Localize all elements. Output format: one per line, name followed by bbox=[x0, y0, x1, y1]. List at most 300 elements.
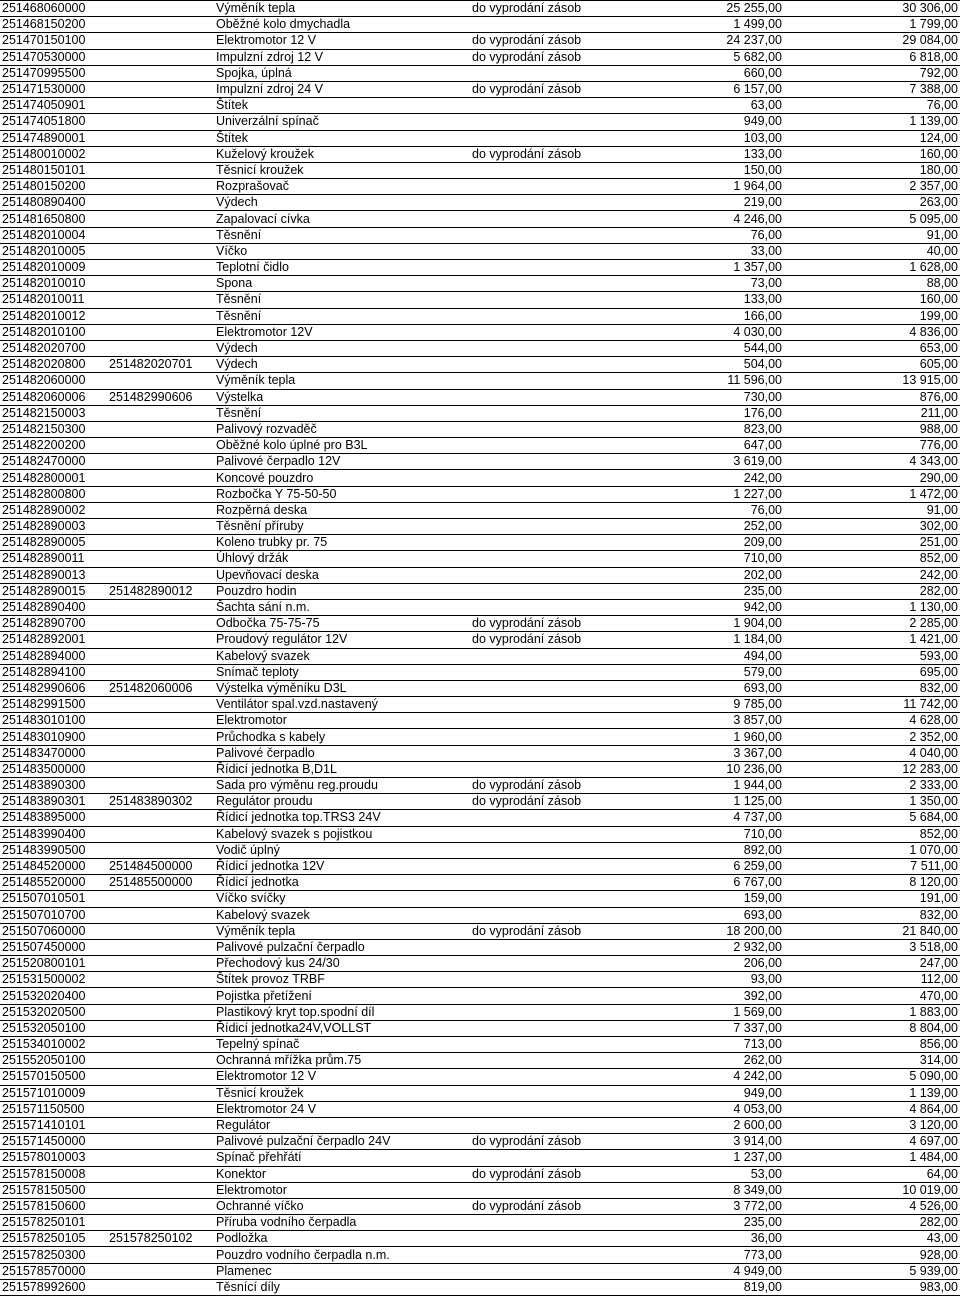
availability-note-cell: do vyprodání zásob bbox=[470, 632, 632, 648]
part-name-cell: Kabelový svazek bbox=[214, 907, 470, 923]
part-name-cell: Pojistka přetížení bbox=[214, 988, 470, 1004]
part-number-cell: 251482010100 bbox=[0, 324, 107, 340]
part-number-cell: 251474051800 bbox=[0, 114, 107, 130]
replacement-number-cell bbox=[107, 616, 214, 632]
part-number-cell: 251483990400 bbox=[0, 826, 107, 842]
part-number-cell: 251482010005 bbox=[0, 243, 107, 259]
price-incl-vat-cell: 282,00 bbox=[784, 1215, 960, 1231]
price-incl-vat-cell: 4 343,00 bbox=[784, 454, 960, 470]
table-row bbox=[0, 1215, 960, 1231]
replacement-number-cell bbox=[107, 891, 214, 907]
replacement-number-cell bbox=[107, 1182, 214, 1198]
part-number-cell: 251482894000 bbox=[0, 648, 107, 664]
part-number-cell: 251482890700 bbox=[0, 616, 107, 632]
part-number-cell: 251482470000 bbox=[0, 454, 107, 470]
table-row bbox=[0, 1150, 960, 1166]
availability-note-cell bbox=[470, 1004, 632, 1020]
part-name-cell: Palivové čerpadlo bbox=[214, 745, 470, 761]
price-incl-vat-cell: 852,00 bbox=[784, 551, 960, 567]
availability-note-cell: do vyprodání zásob bbox=[470, 616, 632, 632]
price-incl-vat-cell: 251,00 bbox=[784, 535, 960, 551]
replacement-number-cell bbox=[107, 842, 214, 858]
part-number-cell: 251468150200 bbox=[0, 17, 107, 33]
availability-note-cell bbox=[470, 1247, 632, 1263]
table-row bbox=[0, 162, 960, 178]
part-number-cell: 251482200200 bbox=[0, 438, 107, 454]
part-number-cell: 251482800001 bbox=[0, 470, 107, 486]
price-excl-vat-cell: 24 237,00 bbox=[632, 33, 784, 49]
availability-note-cell bbox=[470, 891, 632, 907]
price-incl-vat-cell: 112,00 bbox=[784, 972, 960, 988]
availability-note-cell: do vyprodání zásob bbox=[470, 778, 632, 794]
table-row bbox=[0, 98, 960, 114]
price-incl-vat-cell: 2 352,00 bbox=[784, 729, 960, 745]
parts-table-body bbox=[0, 1, 960, 1296]
part-number-cell: 251534010002 bbox=[0, 1037, 107, 1053]
part-name-cell: Výměník tepla bbox=[214, 923, 470, 939]
replacement-number-cell bbox=[107, 17, 214, 33]
part-number-cell: 251532020500 bbox=[0, 1004, 107, 1020]
part-number-cell: 251578150600 bbox=[0, 1198, 107, 1214]
replacement-number-cell: 251482060006 bbox=[107, 680, 214, 696]
table-row bbox=[0, 583, 960, 599]
price-excl-vat-cell: 93,00 bbox=[632, 972, 784, 988]
part-number-cell: 251507450000 bbox=[0, 939, 107, 955]
table-row bbox=[0, 243, 960, 259]
price-excl-vat-cell: 8 349,00 bbox=[632, 1182, 784, 1198]
price-incl-vat-cell: 5 095,00 bbox=[784, 211, 960, 227]
replacement-number-cell bbox=[107, 599, 214, 615]
part-number-cell: 251474890001 bbox=[0, 130, 107, 146]
price-excl-vat-cell: 235,00 bbox=[632, 1215, 784, 1231]
price-incl-vat-cell: 8 120,00 bbox=[784, 875, 960, 891]
price-incl-vat-cell: 88,00 bbox=[784, 276, 960, 292]
part-number-cell: 251482150300 bbox=[0, 421, 107, 437]
part-number-cell: 251578250101 bbox=[0, 1215, 107, 1231]
part-number-cell: 251571410101 bbox=[0, 1117, 107, 1133]
availability-note-cell bbox=[470, 357, 632, 373]
table-row bbox=[0, 664, 960, 680]
price-excl-vat-cell: 713,00 bbox=[632, 1037, 784, 1053]
part-number-cell: 251483470000 bbox=[0, 745, 107, 761]
price-excl-vat-cell: 1 569,00 bbox=[632, 1004, 784, 1020]
part-number-cell: 251483010900 bbox=[0, 729, 107, 745]
table-row bbox=[0, 697, 960, 713]
part-name-cell: Zapalovací cívka bbox=[214, 211, 470, 227]
price-excl-vat-cell: 76,00 bbox=[632, 227, 784, 243]
replacement-number-cell bbox=[107, 179, 214, 195]
table-row bbox=[0, 1134, 960, 1150]
replacement-number-cell bbox=[107, 810, 214, 826]
price-incl-vat-cell: 1 421,00 bbox=[784, 632, 960, 648]
part-name-cell: Průchodka s kabely bbox=[214, 729, 470, 745]
part-number-cell: 251578992600 bbox=[0, 1279, 107, 1295]
price-incl-vat-cell: 1 883,00 bbox=[784, 1004, 960, 1020]
replacement-number-cell bbox=[107, 292, 214, 308]
part-name-cell: Štítek bbox=[214, 98, 470, 114]
part-name-cell: Plamenec bbox=[214, 1263, 470, 1279]
part-name-cell: Spona bbox=[214, 276, 470, 292]
part-number-cell: 251480150200 bbox=[0, 179, 107, 195]
price-incl-vat-cell: 776,00 bbox=[784, 438, 960, 454]
table-row bbox=[0, 988, 960, 1004]
replacement-number-cell bbox=[107, 729, 214, 745]
availability-note-cell bbox=[470, 502, 632, 518]
price-excl-vat-cell: 242,00 bbox=[632, 470, 784, 486]
table-row bbox=[0, 454, 960, 470]
table-row bbox=[0, 1020, 960, 1036]
availability-note-cell bbox=[470, 405, 632, 421]
price-excl-vat-cell: 710,00 bbox=[632, 826, 784, 842]
part-name-cell: Výdech bbox=[214, 340, 470, 356]
price-incl-vat-cell: 3 518,00 bbox=[784, 939, 960, 955]
price-excl-vat-cell: 159,00 bbox=[632, 891, 784, 907]
table-row bbox=[0, 551, 960, 567]
price-excl-vat-cell: 823,00 bbox=[632, 421, 784, 437]
price-incl-vat-cell: 91,00 bbox=[784, 227, 960, 243]
part-number-cell: 251483895000 bbox=[0, 810, 107, 826]
table-row bbox=[0, 373, 960, 389]
part-number-cell: 251578570000 bbox=[0, 1263, 107, 1279]
replacement-number-cell bbox=[107, 907, 214, 923]
price-incl-vat-cell: 2 357,00 bbox=[784, 179, 960, 195]
price-incl-vat-cell: 2 333,00 bbox=[784, 778, 960, 794]
availability-note-cell bbox=[470, 599, 632, 615]
availability-note-cell bbox=[470, 243, 632, 259]
part-number-cell: 251482990606 bbox=[0, 680, 107, 696]
replacement-number-cell bbox=[107, 260, 214, 276]
replacement-number-cell bbox=[107, 1198, 214, 1214]
replacement-number-cell bbox=[107, 1101, 214, 1117]
part-name-cell: Pouzdro vodního čerpadla n.m. bbox=[214, 1247, 470, 1263]
price-incl-vat-cell: 3 120,00 bbox=[784, 1117, 960, 1133]
table-row bbox=[0, 130, 960, 146]
replacement-number-cell bbox=[107, 308, 214, 324]
price-excl-vat-cell: 494,00 bbox=[632, 648, 784, 664]
price-incl-vat-cell: 832,00 bbox=[784, 680, 960, 696]
price-incl-vat-cell: 282,00 bbox=[784, 583, 960, 599]
availability-note-cell bbox=[470, 858, 632, 874]
availability-note-cell bbox=[470, 340, 632, 356]
part-number-cell: 251481650800 bbox=[0, 211, 107, 227]
price-excl-vat-cell: 9 785,00 bbox=[632, 697, 784, 713]
part-number-cell: 251482010012 bbox=[0, 308, 107, 324]
replacement-number-cell bbox=[107, 373, 214, 389]
table-row bbox=[0, 713, 960, 729]
part-number-cell: 251482890011 bbox=[0, 551, 107, 567]
price-excl-vat-cell: 1 237,00 bbox=[632, 1150, 784, 1166]
part-number-cell: 251468060000 bbox=[0, 1, 107, 17]
part-number-cell: 251483010100 bbox=[0, 713, 107, 729]
price-incl-vat-cell: 6 818,00 bbox=[784, 49, 960, 65]
part-name-cell: Těsnicí kroužek bbox=[214, 1085, 470, 1101]
part-name-cell: Kabelový svazek s pojistkou bbox=[214, 826, 470, 842]
price-excl-vat-cell: 18 200,00 bbox=[632, 923, 784, 939]
price-incl-vat-cell: 11 742,00 bbox=[784, 697, 960, 713]
price-incl-vat-cell: 13 915,00 bbox=[784, 373, 960, 389]
availability-note-cell: do vyprodání zásob bbox=[470, 146, 632, 162]
price-incl-vat-cell: 263,00 bbox=[784, 195, 960, 211]
price-excl-vat-cell: 3 857,00 bbox=[632, 713, 784, 729]
table-row bbox=[0, 567, 960, 583]
availability-note-cell bbox=[470, 1182, 632, 1198]
price-incl-vat-cell: 1 350,00 bbox=[784, 794, 960, 810]
replacement-number-cell: 251482890012 bbox=[107, 583, 214, 599]
table-row bbox=[0, 794, 960, 810]
part-name-cell: Příruba vodního čerpadla bbox=[214, 1215, 470, 1231]
price-incl-vat-cell: 40,00 bbox=[784, 243, 960, 259]
price-incl-vat-cell: 160,00 bbox=[784, 292, 960, 308]
table-row bbox=[0, 276, 960, 292]
part-name-cell: Víčko bbox=[214, 243, 470, 259]
availability-note-cell bbox=[470, 1069, 632, 1085]
part-number-cell: 251474050901 bbox=[0, 98, 107, 114]
availability-note-cell bbox=[470, 826, 632, 842]
table-row bbox=[0, 146, 960, 162]
price-excl-vat-cell: 202,00 bbox=[632, 567, 784, 583]
table-row bbox=[0, 211, 960, 227]
price-excl-vat-cell: 33,00 bbox=[632, 243, 784, 259]
availability-note-cell bbox=[470, 486, 632, 502]
part-name-cell: Těsnění bbox=[214, 292, 470, 308]
price-excl-vat-cell: 4 246,00 bbox=[632, 211, 784, 227]
availability-note-cell bbox=[470, 1279, 632, 1295]
availability-note-cell bbox=[470, 551, 632, 567]
part-name-cell: Ventilátor spal.vzd.nastavený bbox=[214, 697, 470, 713]
part-number-cell: 251470530000 bbox=[0, 49, 107, 65]
part-name-cell: Palivový rozvaděč bbox=[214, 421, 470, 437]
price-excl-vat-cell: 150,00 bbox=[632, 162, 784, 178]
table-row bbox=[0, 972, 960, 988]
price-incl-vat-cell: 1 799,00 bbox=[784, 17, 960, 33]
part-name-cell: Přechodový kus 24/30 bbox=[214, 956, 470, 972]
part-name-cell: Sada pro výměnu reg.proudu bbox=[214, 778, 470, 794]
table-row bbox=[0, 421, 960, 437]
part-number-cell: 251483500000 bbox=[0, 761, 107, 777]
price-incl-vat-cell: 983,00 bbox=[784, 1279, 960, 1295]
price-excl-vat-cell: 6 157,00 bbox=[632, 81, 784, 97]
table-row bbox=[0, 778, 960, 794]
price-excl-vat-cell: 693,00 bbox=[632, 680, 784, 696]
part-name-cell: Palivové pulzační čerpadlo bbox=[214, 939, 470, 955]
price-incl-vat-cell: 43,00 bbox=[784, 1231, 960, 1247]
price-excl-vat-cell: 819,00 bbox=[632, 1279, 784, 1295]
part-name-cell: Řídicí jednotka 12V bbox=[214, 858, 470, 874]
part-name-cell: Upevňovací deska bbox=[214, 567, 470, 583]
price-excl-vat-cell: 206,00 bbox=[632, 956, 784, 972]
price-excl-vat-cell: 1 357,00 bbox=[632, 260, 784, 276]
table-row bbox=[0, 519, 960, 535]
replacement-number-cell bbox=[107, 761, 214, 777]
part-number-cell: 251482060006 bbox=[0, 389, 107, 405]
replacement-number-cell bbox=[107, 1150, 214, 1166]
table-row bbox=[0, 470, 960, 486]
part-name-cell: Řídicí jednotka B,D1L bbox=[214, 761, 470, 777]
price-excl-vat-cell: 949,00 bbox=[632, 114, 784, 130]
part-name-cell: Výstelka výměníku D3L bbox=[214, 680, 470, 696]
replacement-number-cell bbox=[107, 988, 214, 1004]
replacement-number-cell bbox=[107, 956, 214, 972]
price-excl-vat-cell: 1 125,00 bbox=[632, 794, 784, 810]
price-incl-vat-cell: 76,00 bbox=[784, 98, 960, 114]
price-excl-vat-cell: 5 682,00 bbox=[632, 49, 784, 65]
part-name-cell: Pouzdro hodin bbox=[214, 583, 470, 599]
table-row bbox=[0, 680, 960, 696]
availability-note-cell bbox=[470, 939, 632, 955]
availability-note-cell bbox=[470, 988, 632, 1004]
price-excl-vat-cell: 773,00 bbox=[632, 1247, 784, 1263]
table-row bbox=[0, 114, 960, 130]
replacement-number-cell bbox=[107, 146, 214, 162]
availability-note-cell bbox=[470, 373, 632, 389]
table-row bbox=[0, 1069, 960, 1085]
part-name-cell: Výstelka bbox=[214, 389, 470, 405]
replacement-number-cell bbox=[107, 1020, 214, 1036]
table-row bbox=[0, 1004, 960, 1020]
replacement-number-cell bbox=[107, 114, 214, 130]
availability-note-cell bbox=[470, 195, 632, 211]
part-name-cell: Elektromotor 12V bbox=[214, 324, 470, 340]
replacement-number-cell bbox=[107, 1134, 214, 1150]
part-name-cell: Elektromotor bbox=[214, 1182, 470, 1198]
table-row bbox=[0, 179, 960, 195]
availability-note-cell bbox=[470, 1117, 632, 1133]
part-name-cell: Těsnící díly bbox=[214, 1279, 470, 1295]
part-number-cell: 251482060000 bbox=[0, 373, 107, 389]
table-row bbox=[0, 632, 960, 648]
price-incl-vat-cell: 8 804,00 bbox=[784, 1020, 960, 1036]
replacement-number-cell bbox=[107, 551, 214, 567]
availability-note-cell bbox=[470, 729, 632, 745]
price-incl-vat-cell: 21 840,00 bbox=[784, 923, 960, 939]
availability-note-cell bbox=[470, 1150, 632, 1166]
replacement-number-cell bbox=[107, 438, 214, 454]
replacement-number-cell bbox=[107, 1004, 214, 1020]
replacement-number-cell bbox=[107, 486, 214, 502]
price-excl-vat-cell: 1 960,00 bbox=[632, 729, 784, 745]
price-excl-vat-cell: 1 184,00 bbox=[632, 632, 784, 648]
price-incl-vat-cell: 30 306,00 bbox=[784, 1, 960, 17]
replacement-number-cell bbox=[107, 1037, 214, 1053]
replacement-number-cell bbox=[107, 1053, 214, 1069]
availability-note-cell: do vyprodání zásob bbox=[470, 1134, 632, 1150]
price-incl-vat-cell: 928,00 bbox=[784, 1247, 960, 1263]
table-row bbox=[0, 389, 960, 405]
part-name-cell: Palivové čerpadlo 12V bbox=[214, 454, 470, 470]
replacement-number-cell: 251578250102 bbox=[107, 1231, 214, 1247]
availability-note-cell bbox=[470, 130, 632, 146]
part-name-cell: Regulátor bbox=[214, 1117, 470, 1133]
price-incl-vat-cell: 856,00 bbox=[784, 1037, 960, 1053]
part-name-cell: Snímač teploty bbox=[214, 664, 470, 680]
part-number-cell: 251483890300 bbox=[0, 778, 107, 794]
price-incl-vat-cell: 832,00 bbox=[784, 907, 960, 923]
replacement-number-cell bbox=[107, 1247, 214, 1263]
table-row bbox=[0, 324, 960, 340]
price-excl-vat-cell: 504,00 bbox=[632, 357, 784, 373]
table-row bbox=[0, 292, 960, 308]
availability-note-cell bbox=[470, 810, 632, 826]
part-number-cell: 251482890015 bbox=[0, 583, 107, 599]
price-excl-vat-cell: 103,00 bbox=[632, 130, 784, 146]
availability-note-cell bbox=[470, 956, 632, 972]
part-number-cell: 251482150003 bbox=[0, 405, 107, 421]
table-row bbox=[0, 535, 960, 551]
part-name-cell: Elektromotor 24 V bbox=[214, 1101, 470, 1117]
price-excl-vat-cell: 176,00 bbox=[632, 405, 784, 421]
table-row bbox=[0, 826, 960, 842]
table-row bbox=[0, 357, 960, 373]
availability-note-cell: do vyprodání zásob bbox=[470, 1198, 632, 1214]
part-name-cell: Řídicí jednotka bbox=[214, 875, 470, 891]
availability-note-cell bbox=[470, 1263, 632, 1279]
part-number-cell: 251470150100 bbox=[0, 33, 107, 49]
replacement-number-cell bbox=[107, 1069, 214, 1085]
replacement-number-cell bbox=[107, 421, 214, 437]
availability-note-cell bbox=[470, 907, 632, 923]
price-incl-vat-cell: 302,00 bbox=[784, 519, 960, 535]
replacement-number-cell bbox=[107, 939, 214, 955]
part-number-cell: 251480890400 bbox=[0, 195, 107, 211]
price-excl-vat-cell: 730,00 bbox=[632, 389, 784, 405]
price-excl-vat-cell: 76,00 bbox=[632, 502, 784, 518]
price-excl-vat-cell: 262,00 bbox=[632, 1053, 784, 1069]
availability-note-cell bbox=[470, 421, 632, 437]
part-number-cell: 251482890013 bbox=[0, 567, 107, 583]
availability-note-cell: do vyprodání zásob bbox=[470, 1, 632, 17]
table-row bbox=[0, 599, 960, 615]
price-incl-vat-cell: 2 285,00 bbox=[784, 616, 960, 632]
price-incl-vat-cell: 4 697,00 bbox=[784, 1134, 960, 1150]
price-excl-vat-cell: 1 499,00 bbox=[632, 17, 784, 33]
part-name-cell: Rozprašovač bbox=[214, 179, 470, 195]
part-number-cell: 251571450000 bbox=[0, 1134, 107, 1150]
price-incl-vat-cell: 695,00 bbox=[784, 664, 960, 680]
table-row bbox=[0, 405, 960, 421]
part-name-cell: Štítek bbox=[214, 130, 470, 146]
replacement-number-cell bbox=[107, 162, 214, 178]
table-row bbox=[0, 502, 960, 518]
part-number-cell: 251531500002 bbox=[0, 972, 107, 988]
part-name-cell: Kabelový svazek bbox=[214, 648, 470, 664]
table-row bbox=[0, 1279, 960, 1295]
replacement-number-cell bbox=[107, 227, 214, 243]
replacement-number-cell bbox=[107, 470, 214, 486]
part-name-cell: Výdech bbox=[214, 195, 470, 211]
part-name-cell: Kuželový kroužek bbox=[214, 146, 470, 162]
price-incl-vat-cell: 242,00 bbox=[784, 567, 960, 583]
part-name-cell: Podložka bbox=[214, 1231, 470, 1247]
table-row bbox=[0, 81, 960, 97]
availability-note-cell bbox=[470, 276, 632, 292]
part-number-cell: 251507010501 bbox=[0, 891, 107, 907]
part-name-cell: Elektromotor 12 V bbox=[214, 1069, 470, 1085]
price-incl-vat-cell: 876,00 bbox=[784, 389, 960, 405]
replacement-number-cell bbox=[107, 65, 214, 81]
availability-note-cell bbox=[470, 761, 632, 777]
table-row bbox=[0, 1, 960, 17]
price-excl-vat-cell: 3 772,00 bbox=[632, 1198, 784, 1214]
replacement-number-cell bbox=[107, 664, 214, 680]
replacement-number-cell bbox=[107, 923, 214, 939]
replacement-number-cell bbox=[107, 745, 214, 761]
price-incl-vat-cell: 653,00 bbox=[784, 340, 960, 356]
price-incl-vat-cell: 91,00 bbox=[784, 502, 960, 518]
table-row bbox=[0, 858, 960, 874]
table-row bbox=[0, 729, 960, 745]
replacement-number-cell bbox=[107, 49, 214, 65]
part-name-cell: Ochranné víčko bbox=[214, 1198, 470, 1214]
